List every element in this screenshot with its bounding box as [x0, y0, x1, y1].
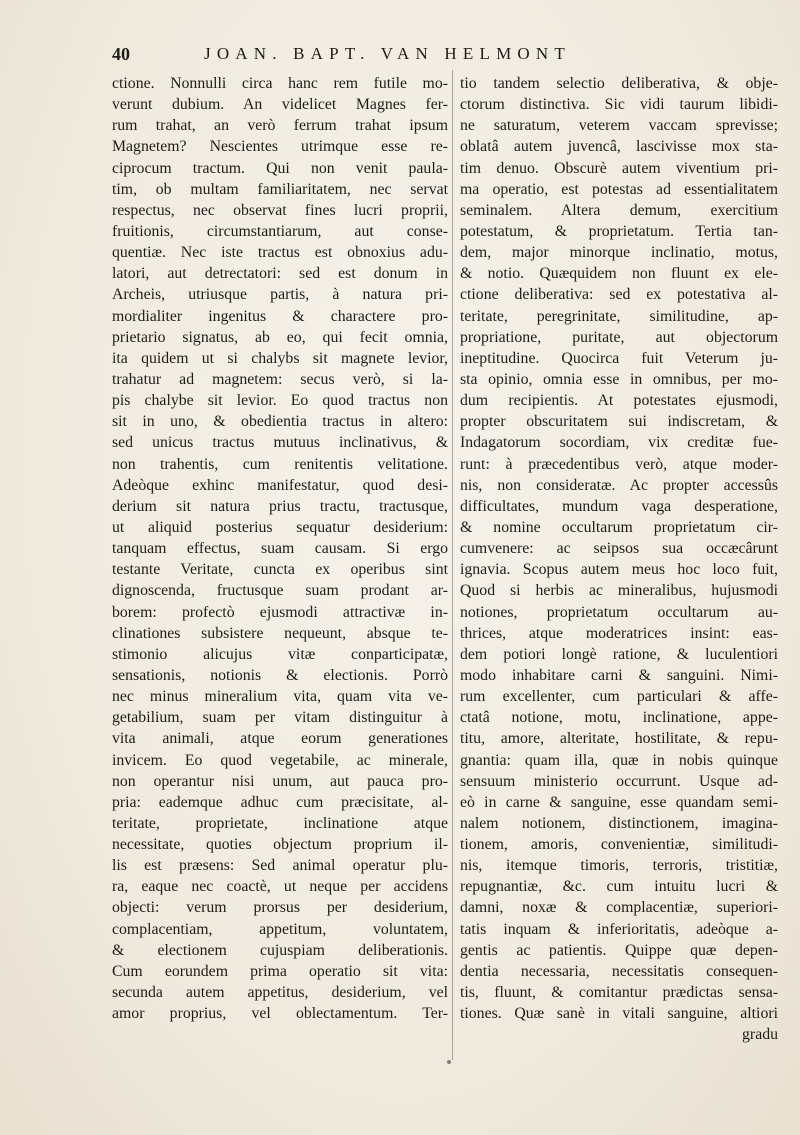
- text-line: vita animali, atque eorum generationes: [112, 730, 448, 748]
- text-line: nis, non consideratæ. Ac propter accessûs: [460, 476, 778, 494]
- text-line: dentia necessaria, necessitatis consequen-: [460, 962, 778, 980]
- text-line: repugnantiæ, &c. cum intuitu lucri &: [460, 878, 778, 896]
- text-line: gnantia: quam illa, quæ in nobis quinque: [460, 751, 778, 769]
- text-line: non trahentis, cum renitentis velitatione.: [112, 455, 448, 473]
- text-line: necessitate, quoties objectum proprium il-: [112, 836, 448, 854]
- text-line: latori, aut detrectatori: sed est donum in: [112, 265, 448, 283]
- text-line: nalem notionem, distinctionem, imagina-: [460, 814, 778, 832]
- text-line: prietario signatus, ab eo, qui fecit omnia,: [112, 328, 448, 346]
- text-line: sit in uno, & obedientia tractus in altero:: [112, 413, 448, 431]
- text-line: rum excellenter, cum particulari & affe-: [460, 688, 778, 706]
- text-line: pria: eademque adhuc cum præcisitate, al-: [112, 793, 448, 811]
- text-line: & nomine occultarum proprietatum cir-: [460, 518, 778, 536]
- text-line: nis, itemque timoris, terroris, tristitiæ,: [460, 857, 778, 875]
- text-line: propriatione, puritate, aut objectorum: [460, 328, 778, 346]
- text-line: ita quidem ut si chalybs sit magnete levior,: [112, 349, 448, 367]
- text-line: propter obscuritatem sui indiscretam, &: [460, 413, 778, 431]
- text-line: ctorum distinctiva. Sic vidi taurum libidi-: [460, 96, 778, 114]
- text-line: verunt dubium. An videlicet Magnes fer-: [112, 96, 448, 114]
- text-line: derium sit natura prius tractu, tractusque,: [112, 497, 448, 515]
- right-text-column: [460, 73, 778, 1045]
- text-line: fruitionis, circumstantiarum, aut conse-: [112, 222, 448, 240]
- text-line: lis est præsens: Sed animal operatur plu-: [112, 857, 448, 875]
- text-line: cumvenere: ac seipsos sua occæcârunt: [460, 540, 778, 558]
- text-line: Magnetem? Nescientes utrimque esse re-: [112, 138, 448, 156]
- text-line: tanquam effectus, suam causam. Si ergo: [112, 540, 448, 558]
- text-line: gentis ac patientis. Quippe quæ depen-: [460, 941, 778, 959]
- text-line: ctione. Nonnulli circa hanc rem futile mo-: [112, 75, 448, 92]
- text-line: secunda autem appetitus, desiderium, vel: [112, 984, 448, 1002]
- text-line: tio tandem selectio deliberativa, & obje-: [460, 75, 778, 92]
- text-line: non operantur nisi unum, aut pauca pro-: [112, 772, 448, 790]
- text-line: teritate, peregrinitate, similitudine, ap-: [460, 307, 778, 325]
- text-line: Indagatorum socordiam, vix creditæ fue-: [460, 434, 778, 452]
- text-line: Adeòque exhinc manifestatur, quod desi-: [112, 476, 448, 494]
- text-line: stimonio alicujus vitæ conparticipatæ,: [112, 645, 448, 663]
- text-line: Archeis, utriusque partis, à natura pri-: [112, 286, 448, 304]
- text-line: ciprocum tractum. Qui non venit paula-: [112, 159, 448, 177]
- text-line: ctatâ notione, motu, inclinatione, appe-: [460, 709, 778, 727]
- text-line: ma operatio, est potestas ad essentialitatem: [460, 180, 778, 198]
- text-line: borem: profectò ejusmodi attractivæ in-: [112, 603, 448, 621]
- text-line: tiones. Quæ sanè in vitali sanguine, altiori: [460, 1005, 778, 1023]
- text-line: pis chalybe sit levior. Eo quod tractus non: [112, 392, 448, 410]
- text-line: dum recipientis. At potestates ejusmodi,: [460, 392, 778, 410]
- text-line: sensationis, notionis & electionis. Porrò: [112, 666, 448, 684]
- text-line: gradu: [742, 1026, 778, 1044]
- text-line: thrices, atque moderatrices insint: eas-: [460, 624, 778, 642]
- text-line: tim, ob multam familiaritatem, nec servat: [112, 180, 448, 198]
- text-line: sed unicus tractus mutuus inclinativus, &: [112, 434, 448, 452]
- page-number: 40: [112, 44, 130, 64]
- text-line: invicem. Eo quod vegetabile, ac minerale,: [112, 751, 448, 769]
- text-line: dem potiori longè ratione, & luculentiori: [460, 645, 778, 663]
- text-line: sta opinio, omnia esse in omnibus, per mo-: [460, 370, 778, 388]
- text-line: notiones, proprietatum occultarum au-: [460, 603, 778, 621]
- text-line: eò in carne & sanguine, esse quandam semi-: [460, 793, 778, 811]
- text-line: tionem, amoris, convenientiæ, similitudi-: [460, 836, 778, 854]
- text-line: damni, noxæ & complacentiæ, superiori-: [460, 899, 778, 917]
- text-line: Quod si herbis ac mineralibus, hujusmodi: [460, 582, 778, 600]
- text-line: tim denuo. Obscurè autem viventium pri-: [460, 159, 778, 177]
- text-line: titu, amore, alteritate, hostilitate, & repu-: [460, 730, 778, 748]
- text-line: tatis inquam & inferioritatis, adeòque a-: [460, 920, 778, 938]
- text-line: testante Veritate, cuncta ex operibus sint: [112, 561, 448, 579]
- text-line: mordialiter ingenitus & charactere pro-: [112, 307, 448, 325]
- text-line: ra, eaque nec coactè, ut neque per accidens: [112, 878, 448, 896]
- text-line: runt: à præcedentibus verò, atque moder-: [460, 455, 778, 473]
- text-line: trahatur ad magnetem: secus verò, si la-: [112, 370, 448, 388]
- text-line: dem, major minorque inclinatio, motus,: [460, 244, 778, 262]
- text-line: ignavia. Scopus autem meus hoc loco fuit,: [460, 561, 778, 579]
- text-line: dignoscenda, fructusque suam prodant ar-: [112, 582, 448, 600]
- text-line: oblatâ autem juvencâ, lascivisse mox sta-: [460, 138, 778, 156]
- text-line: tis, fluunt, & comitantur prædictas sensa-: [460, 984, 778, 1002]
- text-line: respectus, nec observat fines lucri proprii,: [112, 201, 448, 219]
- text-line: objecti: verum prorsus per desiderium,: [112, 899, 448, 917]
- left-text-column: [112, 73, 448, 1024]
- ink-spot: [447, 1060, 451, 1064]
- running-title: JOAN. BAPT. VAN HELMONT: [204, 44, 571, 63]
- text-line: ctione deliberativa: sed ex potestativa al-: [460, 286, 778, 304]
- text-line: teritate, proprietate, inclinatione atque: [112, 814, 448, 832]
- text-line: clinationes subsistere nequeunt, absque te-: [112, 624, 448, 642]
- text-line: potestatum, & proprietatum. Tertia tan-: [460, 222, 778, 240]
- text-line: rum trahat, an verò ferrum trahat ipsum: [112, 117, 448, 135]
- text-line: & notio. Quæquidem non fluunt ex ele-: [460, 265, 778, 283]
- text-line: sensuum ministerio occurrunt. Usque ad-: [460, 772, 778, 790]
- text-line: quentiæ. Nec iste tractus est obnoxius adu-: [112, 244, 448, 262]
- text-line: ineptitudine. Quocirca fuit Veterum ju-: [460, 349, 778, 367]
- text-line: Cum eorundem prima operatio sit vita:: [112, 962, 448, 980]
- text-line: nec minus mineralium vita, quam vita ve-: [112, 688, 448, 706]
- text-line: & electionem cujuspiam deliberationis.: [112, 941, 448, 959]
- running-head: [112, 44, 792, 68]
- text-line: ut aliquid posterius sequatur desiderium:: [112, 518, 448, 536]
- text-line: seminalem. Altera demum, exercitium: [460, 201, 778, 219]
- text-line: amor proprius, vel oblectamentum. Ter-: [112, 1005, 448, 1023]
- column-divider: [452, 70, 453, 1060]
- text-line: difficultates, mundum vaga desperatione,: [460, 497, 778, 515]
- text-line: modo inhabitare carni & sanguini. Nimi-: [460, 666, 778, 684]
- text-line: complacentiam, appetitum, voluntatem,: [112, 920, 448, 938]
- text-line: ne saturatum, veterem vaccam sprevisse;: [460, 117, 778, 135]
- text-line: getabilium, suam per vitam distinguitur à: [112, 709, 448, 727]
